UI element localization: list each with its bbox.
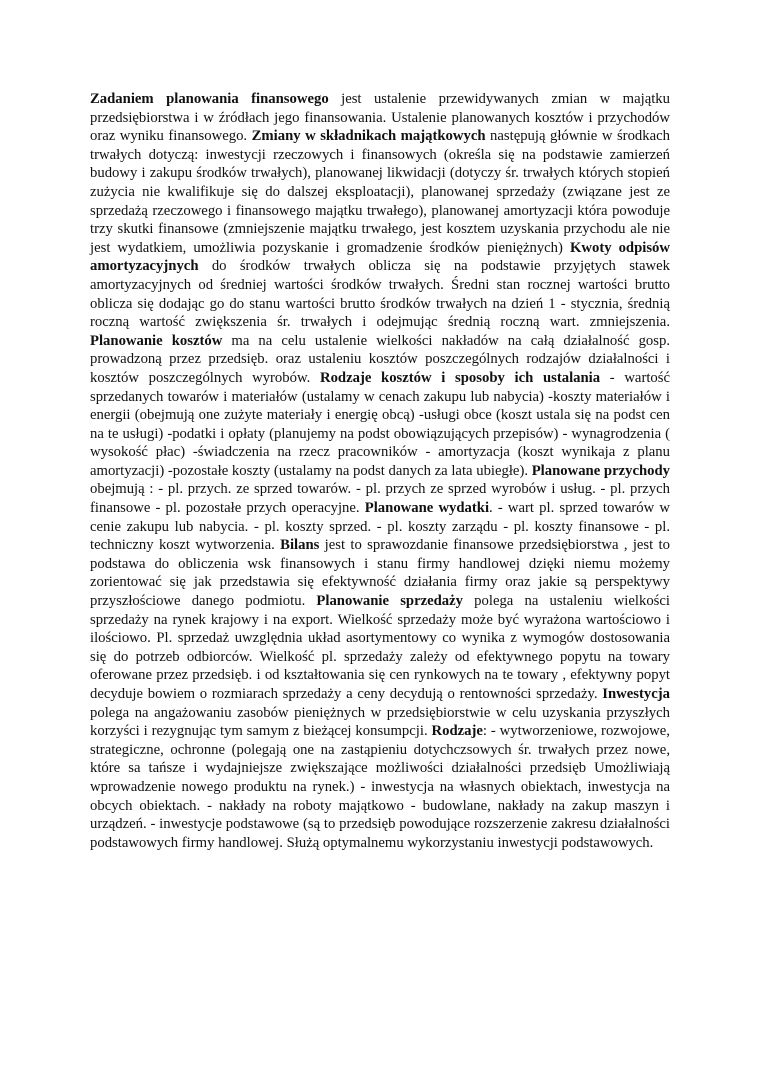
text-segment: ma na celu ustalenie wielkości nakładów na całą działalność gosp. prowadzoną przez przedsięb. oraz ustaleniu kosztów poszczególnych rodzajów działalności i kosztów poszczególnych wyrobów.	[90, 332, 670, 386]
heading-rodzaje-kosztow: Rodzaje kosztów i sposoby ich ustalania	[319, 369, 601, 386]
heading-planowanie-sprzedazy: Planowanie sprzedaży	[316, 593, 464, 610]
heading-zmiany-skladniki: Zmiany w składnikach majątkowych	[251, 128, 486, 145]
heading-inwestycja: Inwestycja	[602, 686, 670, 702]
heading-planowanie-finansowe: Zadaniem planowania finansowego	[90, 91, 329, 107]
document-page	[90, 90, 670, 852]
document-paragraph	[90, 90, 670, 852]
text-segment: polega na angażowaniu zasobów pieniężnych w przedsiębiorstwie w celu uzyskania przyszłych korzyści i rezygnując tym samym z bieżącej konsumpcji.	[90, 704, 670, 740]
heading-kwoty-odpisow: Kwoty odpisów amortyzacyjnych	[90, 239, 670, 275]
text-segment: obejmują : - pl. przych. ze sprzed towarów. - pl. przych ze sprzed wyrobów i usług. - pl. przych finansowe - pl. pozostałe przych operacyjne.	[90, 481, 670, 517]
text-segment: . - wart pl. sprzed towarów w cenie zakupu lub nabycia. - pl. koszty sprzed. - pl. koszty zarządu - pl. koszty finansowe - pl. techniczny koszt wytworzenia.	[90, 500, 671, 554]
heading-rodzaje: Rodzaje	[431, 723, 483, 740]
heading-bilans: Bilans	[280, 537, 320, 554]
text-segment: - wartość sprzedanych towarów i materiałów (ustalamy w cenach zakupu lub nabycia) -koszty materiałów i energii (obejmują one zużyte materiały i energię obcą) -usługi obce (koszt ustala się na podst cen na te usługi) -podatki i opłaty (planujemy na podst obowiązujących przepisów) - wynagrodzenia ( wysokość płac) -świadczenia na rzecz pracowników - amortyzacja (koszt wynikaja z planu amortyzacji) -pozostałe koszty (ustalamy na podst danych za lata ubiegłe).	[90, 369, 671, 479]
heading-planowane-wydatki: Planowane wydatki	[364, 500, 490, 517]
heading-planowane-przychody: Planowane przychody	[531, 462, 670, 479]
text-segment: do środków trwałych oblicza się na podstawie przyjętych stawek amortyzacyjnych od średniej wartości środków trwałych. Średni stan rocznej wartości brutto oblicza się dodając go do stanu wartości brutto środków trwałych na dzień 1 - stycznia, średnią roczną wartość zwiększenia śr. trwałych i odejmując średnią roczną wart. zmniejszenia.	[90, 258, 670, 331]
heading-planowanie-kosztow: Planowanie kosztów	[90, 332, 223, 349]
text-segment: następują głównie w środkach trwałych dotyczą: inwestycji rzeczowych i finansowych (określa się na podstawie zamierzeń budowy i zakupu środków trwałych), planowanej likwidacji (dotyczy śr. trwałych których stopień zużycia nie kwalifikuje się do dalszej eksploatacji), planowanej sprzedaży (związane jest ze sprzedażą rzeczowego i finansowego majątku trwałego), planowanej amortyzacji która powoduje trzy skutki finansowe (zmniejszenie majątku trwałego, jest kosztem uzyskania przychodu ale nie jest wydatkiem, umożliwia pozyskanie i gromadzenie środków pieniężnych)	[90, 128, 670, 256]
text-segment: polega na ustaleniu wielkości sprzedaży na rynek krajowy i na export. Wielkość sprzedaży może być wyrażona wartościowo i ilościowo. Pl. sprzedaż uwzględnia układ asortymentowy co wynika z wymogów dostosowania się do potrzeb odbiorców. Wielkość pl. sprzedaży zależy od efektywnego popytu na towary oferowane przez przedsięb. i od kształtowania się cen rynkowych na te towary , efektywny popyt decyduje bowiem o rozmiarach sprzedaży a ceny decydują o rentowności sprzedaży.	[90, 593, 670, 702]
text-segment: jest ustalenie przewidywanych zmian w majątku przedsiębiorstwa i w źródłach jego finansowania. Ustalenie planowanych kosztów i przychodów oraz wyniku finansowego.	[90, 91, 670, 145]
text-segment: jest to sprawozdanie finansowe przedsiębiorstwa , jest to podstawa do obliczenia wsk finansowych i stanu firmy handlowej dzięki niemu możemy zorientować się jak przedstawia się efektywność działania firmy oraz jakie są perspektywy przyszłościowe danego podmiotu.	[90, 537, 670, 610]
text-segment: : - wytworzeniowe, rozwojowe, strategiczne, ochronne (polegają one na zastąpieniu dotychczsowych śr. trwałych przez nowe, które sa tańsze i wydajniejsze zwiększające możliwości działalności przedsięb Umożliwiają wprowadzenie nowego produktu na rynek.) - inwestycja na własnych obiektach, inwestycja na obcych obiektach. - nakłady na roboty majątkowo - budowlane, nakłady na zakup maszyn i urządzeń. - inwestycje podstawowe (są to przedsięb powodujące rozszerzenie zakresu działalności podstawowych firmy handlowej. Służą optymalnemu wykorzystaniu inwestycji podstawowych.	[90, 723, 670, 851]
